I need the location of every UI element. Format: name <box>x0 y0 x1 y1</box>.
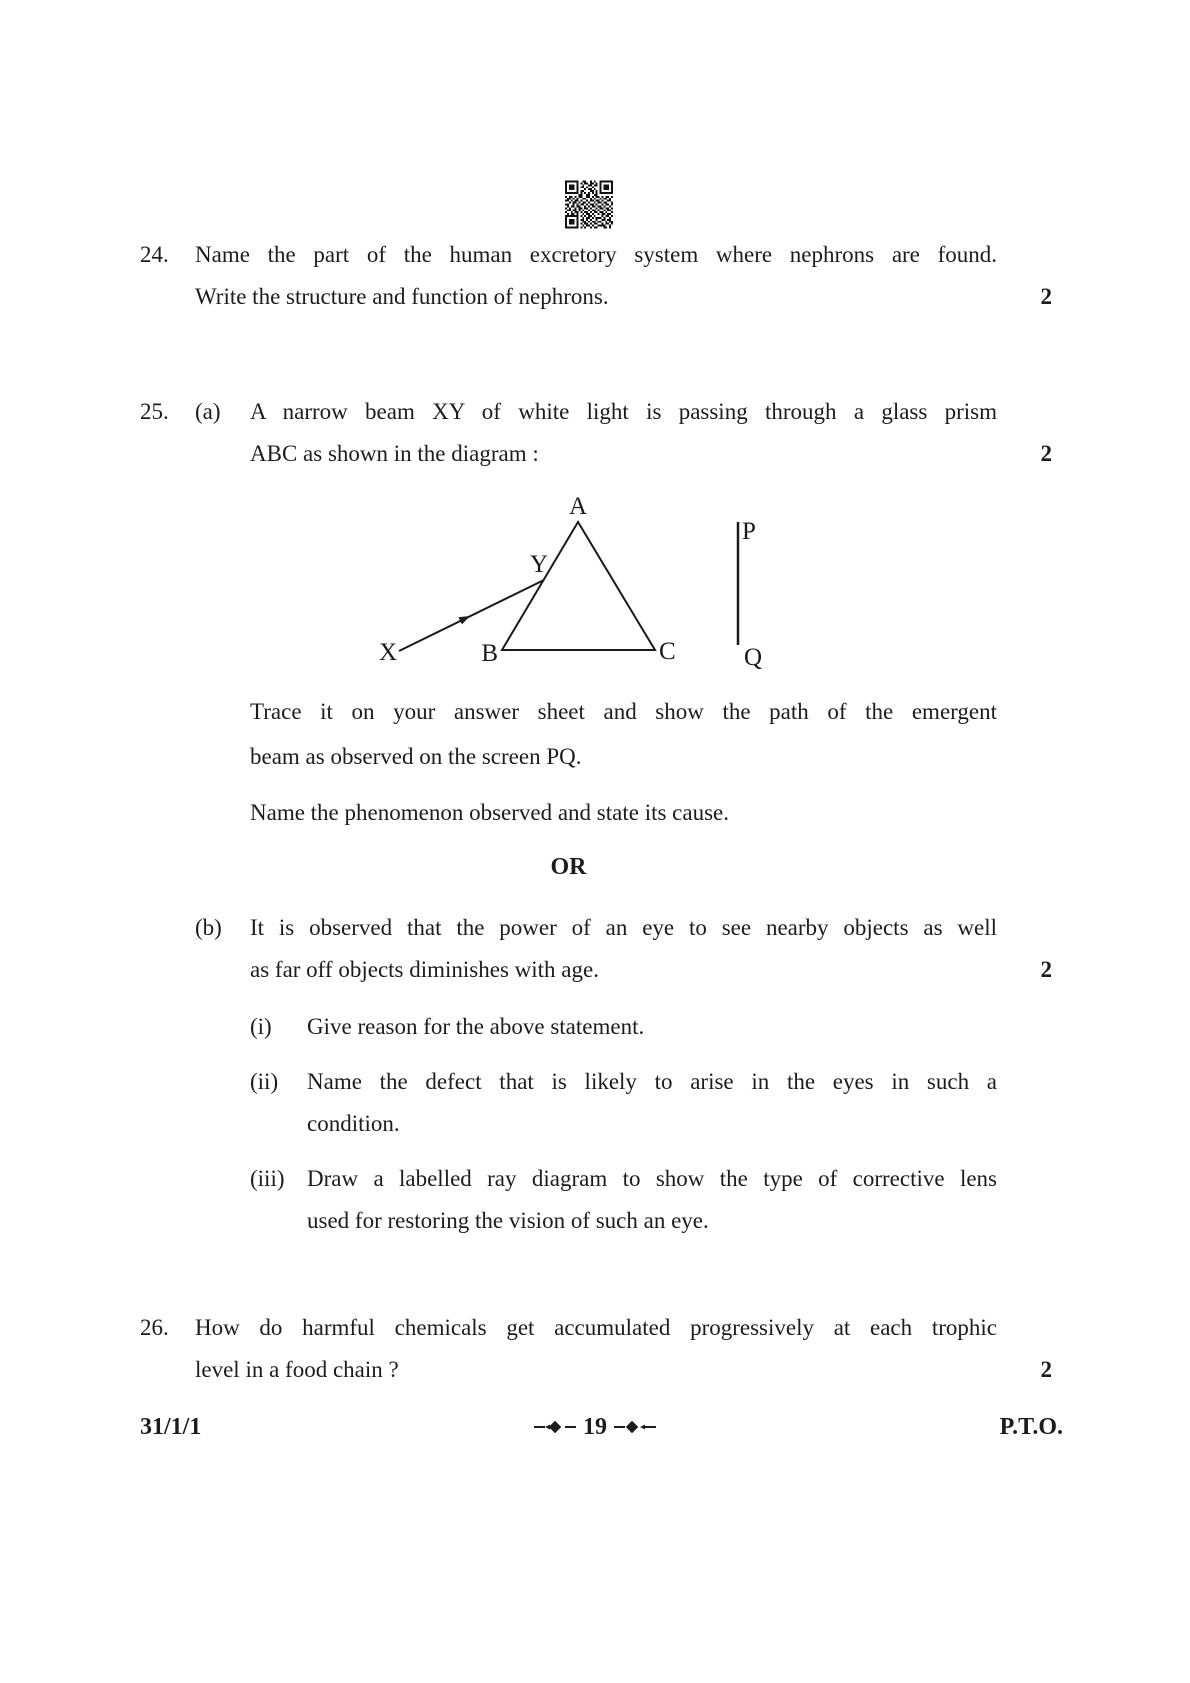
page-ornament-right-icon <box>614 1421 656 1433</box>
label-Q: Q <box>744 644 763 670</box>
label-C: C <box>659 638 676 665</box>
question-25b-iii-line2: used for restoring the vision of such an eye. <box>307 1208 709 1233</box>
footer-page-indicator <box>365 1410 825 1444</box>
or-separator: OR <box>550 854 587 880</box>
footer-pto: P.T.O. <box>999 1414 1063 1440</box>
question-25b-marks: 2 <box>1040 957 1052 982</box>
question-25b-iii-line1: Draw a labelled ray diagram to show the type of corrective lens <box>307 1166 997 1191</box>
prism-triangle <box>502 522 655 650</box>
prism-ray-diagram <box>365 490 770 670</box>
question-25b-ii-line2: condition. <box>307 1111 400 1136</box>
question-25a-trace-line1: Trace it on your answer sheet and show the path of the emergent <box>250 699 997 724</box>
question-24-line1: Name the part of the human excretory system where nephrons are found. <box>195 242 997 267</box>
label-P: P <box>742 518 756 545</box>
question-25a-line2: ABC as shown in the diagram : <box>250 441 539 466</box>
question-25a-line1: A narrow beam XY of white light is passing through a glass prism <box>250 399 997 424</box>
question-26-marks: 2 <box>1040 1357 1052 1382</box>
qr-code <box>565 178 613 231</box>
question-25b-ii-label: (ii) <box>250 1069 279 1094</box>
question-25-number: 25. <box>140 399 169 424</box>
question-25b-i-label: (i) <box>250 1014 272 1039</box>
question-25b-label: (b) <box>195 915 222 940</box>
question-25a-label: (a) <box>195 399 221 424</box>
label-A: A <box>568 493 588 520</box>
page-ornament-left-icon <box>534 1421 576 1433</box>
question-24-marks: 2 <box>1040 284 1052 309</box>
label-Y: Y <box>529 551 548 578</box>
ray-arrowhead-icon <box>458 616 470 624</box>
footer-paper-code: 31/1/1 <box>140 1414 202 1440</box>
question-25b-ii-line1: Name the defect that is likely to arise in the eyes in such a <box>307 1069 997 1094</box>
question-25a-marks: 2 <box>1040 441 1052 466</box>
question-25a-trace-line2: beam as observed on the screen PQ. <box>250 744 582 769</box>
question-25b-line1: It is observed that the power of an eye to see nearby objects as well <box>250 915 997 940</box>
label-X: X <box>378 639 397 666</box>
question-24-line2: Write the structure and function of nephrons. <box>195 284 609 309</box>
question-24-number: 24. <box>140 242 169 267</box>
question-25b-i-line1: Give reason for the above statement. <box>307 1014 645 1039</box>
question-25a-phenomenon-line: Name the phenomenon observed and state its cause. <box>250 800 730 825</box>
question-25b-iii-label: (iii) <box>250 1166 285 1191</box>
question-26-line1: How do harmful chemicals get accumulated progressively at each trophic <box>195 1315 997 1340</box>
label-B: B <box>481 640 498 667</box>
question-25b-line2: as far off objects diminishes with age. <box>250 957 599 982</box>
question-26-number: 26. <box>140 1315 169 1340</box>
question-26-line2: level in a food chain ? <box>195 1357 399 1382</box>
footer-page-number: 19 <box>583 1414 607 1440</box>
